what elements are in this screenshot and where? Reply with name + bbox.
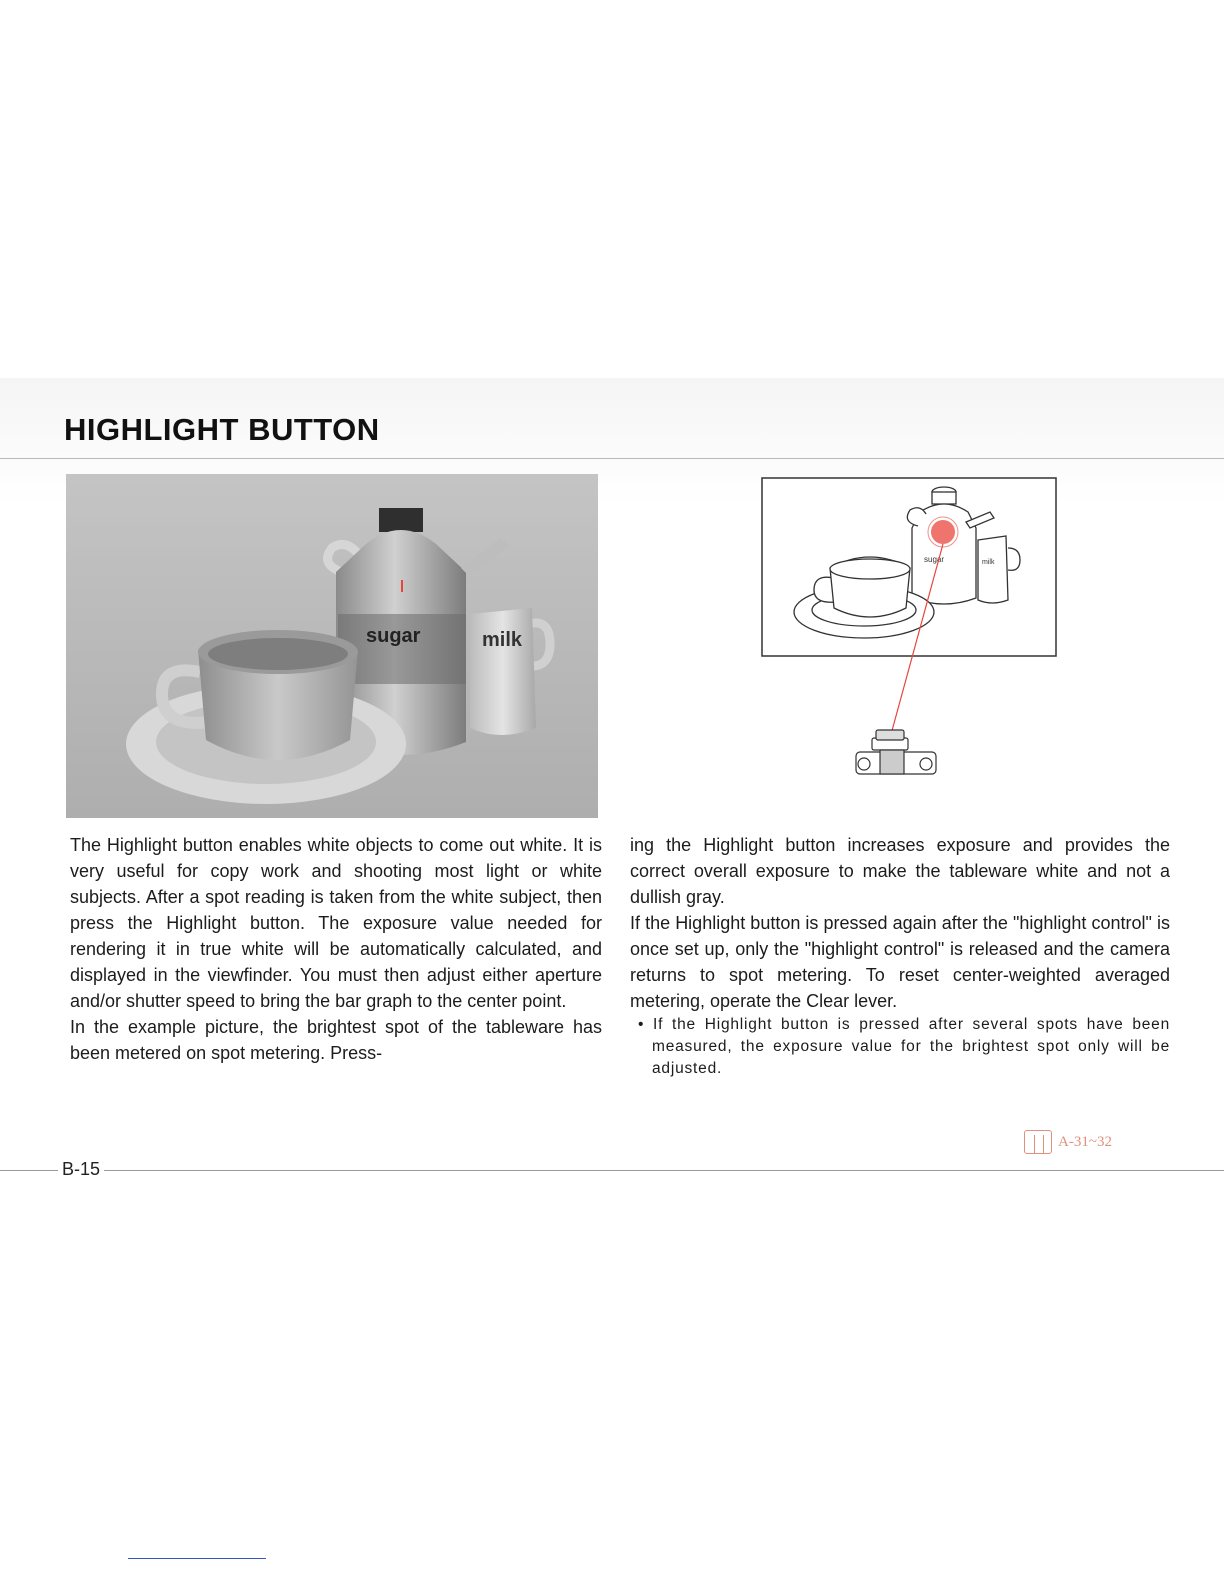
diagram-milk-label: milk — [982, 559, 995, 566]
cross-reference — [1024, 1130, 1112, 1154]
milk-label: milk — [482, 629, 523, 651]
footnote-separator — [128, 1558, 266, 1559]
page-number: B-15 — [58, 1159, 104, 1180]
camera-icon — [856, 730, 936, 774]
right-paragraph-1: ing the Highlight button increases exposure and provides the correct overall exposure to make the tableware white and not a dullish gray. — [630, 835, 1170, 907]
example-photo — [66, 474, 598, 818]
reference-label: A-31~32 — [1058, 1133, 1112, 1150]
metering-spot — [931, 520, 955, 544]
left-paragraph-1: The Highlight button enables white objects to come out white. It is very useful for copy work and shooting most light or white subjects. After a spot reading is taken from the white subject, then press the Highlight button. The exposure value needed for rendering it in true white will be automatically calculated, and displayed in the viewfinder. You must then adjust either aperture and/or shutter speed to bring the bar graph to the center point. — [70, 835, 602, 1011]
spot-metering-diagram — [760, 476, 1070, 786]
book-reference-icon — [1024, 1130, 1052, 1154]
bottom-rule — [0, 1170, 1224, 1171]
left-text-column — [70, 832, 602, 1066]
top-rule — [0, 458, 1224, 459]
diagram-sugar-label: sugar — [924, 555, 945, 564]
page-title: HIGHLIGHT BUTTON — [64, 412, 380, 447]
note-bullet: • If the Highlight button is pressed after several spots have been measured, the exposure value for the brightest spot only will be adjusted. — [638, 1016, 1170, 1077]
sugar-label: sugar — [366, 625, 421, 647]
right-paragraph-2: If the Highlight button is pressed again after the "highlight control" is once set up, only the "highlight control" is released and the camera returns to spot metering. To reset center-weighted averaged metering, operate the Clear lever. — [630, 913, 1170, 1011]
left-paragraph-2: In the example picture, the brightest spot of the tableware has been metered on spot metering. Press- — [70, 1017, 602, 1063]
right-text-column — [630, 832, 1170, 1080]
milk-pitcher — [470, 608, 536, 735]
